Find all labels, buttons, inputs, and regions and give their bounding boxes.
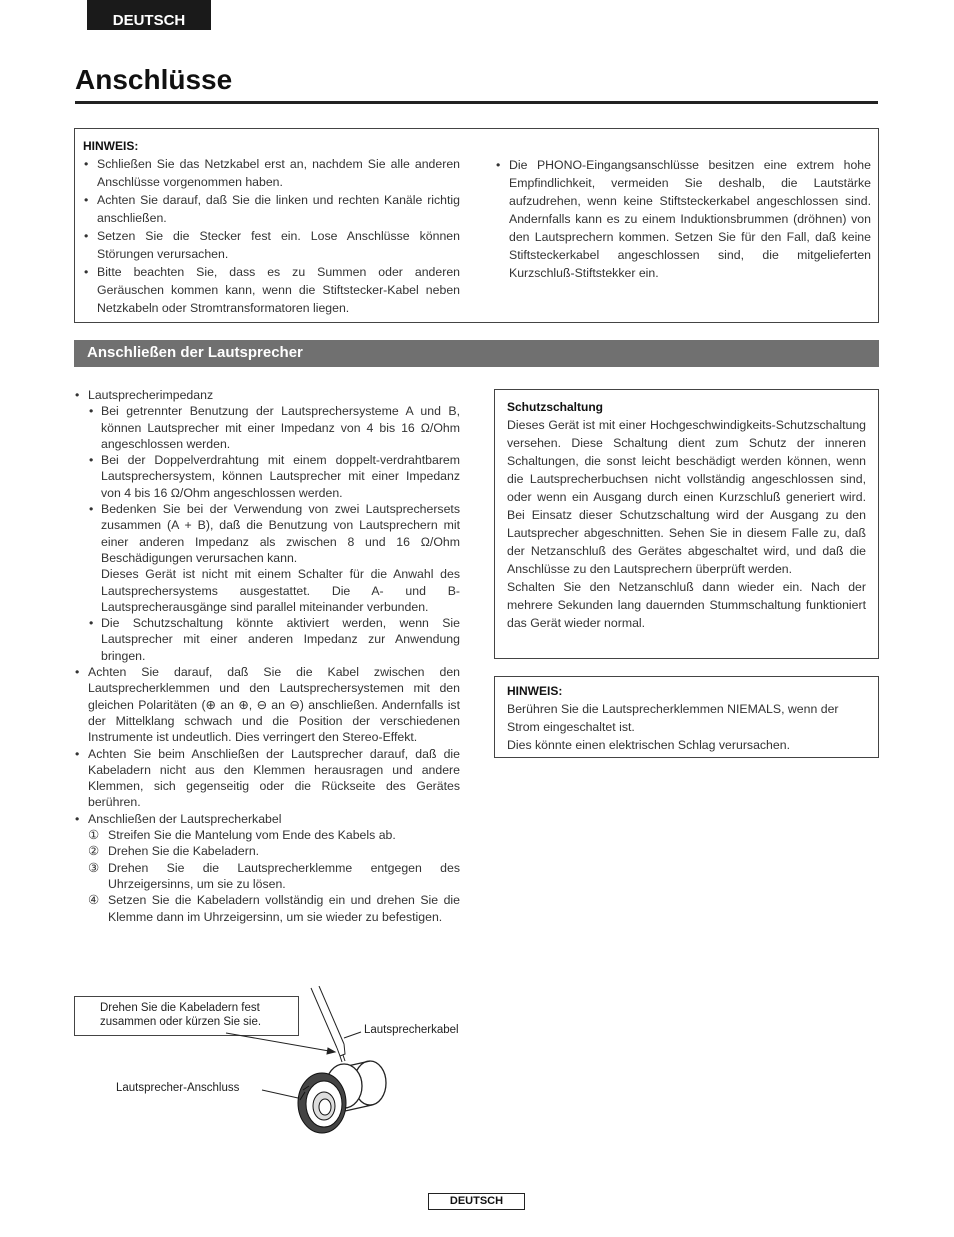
- terminal-leader: [262, 1090, 298, 1098]
- arrow-icon: [327, 1048, 335, 1054]
- language-label: DEUTSCH: [112, 12, 186, 29]
- list-item: • Bitte beachten Sie, dass es zu Summen oder anderen Geräuschen kommen kann, wenn die Stiftstecker-Kabel neben Netzkabeln oder Stromtransformatoren liegen.: [83, 263, 460, 317]
- figure-callout: Drehen Sie die Kabeladern fest zusammen oder kürzen Sie sie.: [74, 996, 299, 1036]
- speaker-instructions: [74, 387, 460, 925]
- impedance-heading: Lautsprecherimpedanz: [88, 388, 214, 402]
- list-item: • Die Schutzschaltung könnte aktiviert werden, wenn Sie Lautsprecher mit einer anderen Impedanz zur Anwendung bringen.: [88, 615, 460, 664]
- language-tab: [87, 0, 211, 30]
- section-heading: Anschließen der Lautsprecher: [74, 340, 879, 367]
- list-item: • Die PHONO-Eingangsanschlüsse besitzen eine extrem hohe Empfindlichkeit, vermeiden Sie deshalb, die Lautstärke aufzudrehen, wenn keine Stiftsteckerkabel angeschlossen sind. Andernfalls kann es zu einem Induktionsbrummen (dröhnen) von den Lautsprechern kommen. Setzen Sie für den Fall, daß keine Stiftsteckerkabel angeschlossen sind, die mitgelieferten Kurzschluß-Stiftstekker ein.: [495, 156, 871, 282]
- note-list-left: [83, 155, 460, 317]
- step-item: [88, 892, 460, 925]
- steps-list: [88, 827, 460, 925]
- impedance-note: Dieses Gerät ist nicht mit einem Schalter für die Anwahl des Lautsprechersystems ausgestattet. Die A- und B-Lautsprecherausgänge sind parallel miteinander verbunden.: [101, 567, 460, 614]
- step-text: Drehen Sie die Lautsprecherklemme entgegen des Uhrzeigersinns, um sie zu lösen.: [108, 860, 460, 891]
- speaker-terminal-figure: [74, 986, 494, 1166]
- note-left-column: [83, 137, 460, 317]
- warning-box: [494, 676, 879, 758]
- note-list-right: [495, 156, 871, 282]
- warning-line: Dies könnte einen elektrischen Schlag verursachen.: [507, 738, 790, 752]
- impedance-warning: Bedenken Sie bei der Verwendung von zwei Lautsprechersets zusammen (A + B), daß die Benutzung von Lautsprechern mit einer anderen Impedanz als zwischen 8 und 16 Ω/Ohm Beschädigungen verursachen kann.: [101, 502, 460, 565]
- protection-text: Dieses Gerät ist mit einer Hochgeschwindigkeits-Schutzschaltung versehen. Diese Schaltung dient zum Schutz der inneren Schaltungen, die sonst leicht beschädigt werden können, wenn die Lautsprecherbuchsen nicht vollständig angeschlossen sind, oder wenn ein Ausgang durch einen Kurzschluß generiert wird. Bei Einsatz dieser Schutzschaltung wird der Ausgang zu den Lautsprecher abgeschnitten. Sehen Sie in diesem Falle zu, daß der Netzanschluß des Gerätes abgeschaltet wird, und daß die Anschlüsse zu den Lautsprechern überprüft werden.: [507, 418, 866, 576]
- list-item: • Schließen Sie das Netzkabel erst an, nachdem Sie alle anderen Anschlüsse vorgenommen haben.: [83, 155, 460, 191]
- step-text: Setzen Sie die Kabeladern vollständig ein und drehen Sie die Klemme dann im Uhrzeigersinn, um sie wieder zu befestigen.: [108, 893, 460, 924]
- note-heading: HINWEIS:: [83, 139, 139, 153]
- footer-language-tab: DEUTSCH: [428, 1193, 525, 1210]
- list-item: [74, 387, 460, 664]
- step-item: [88, 843, 460, 859]
- step-number: ③: [88, 860, 100, 875]
- step-item: [88, 860, 460, 893]
- terminal-illustration: [74, 986, 494, 1166]
- warning-line: Berühren Sie die Lautsprecherklemmen NIEMALS, wenn der Strom eingeschaltet ist.: [507, 702, 839, 734]
- speaker-terminal-icon: [298, 1061, 386, 1133]
- steps-heading: Anschließen der Lautsprecherkabel: [88, 811, 282, 826]
- step-number: ①: [88, 828, 100, 843]
- note-box-general: [74, 128, 879, 323]
- list-item: • Achten Sie beim Anschließen der Lautsprecher darauf, daß die Kabeladern nicht aus den Klemmen herausragen und andere Klemmen, sich gegenseitig oder die Rückseite des Gerätes berühren.: [74, 746, 460, 811]
- step-number: ②: [88, 844, 100, 859]
- list-item: • Setzen Sie die Stecker fest ein. Lose Anschlüsse können Störungen verursachen.: [83, 227, 460, 263]
- protection-heading: Schutzschaltung: [507, 400, 604, 414]
- impedance-list: [88, 403, 460, 664]
- title-rule: [75, 101, 878, 104]
- list-item: [88, 501, 460, 615]
- step-item: [88, 827, 460, 843]
- step-text: Streifen Sie die Mantelung vom Ende des Kabels ab.: [108, 828, 396, 843]
- cable-leader: [344, 1032, 361, 1038]
- list-item: [74, 811, 460, 925]
- warning-heading: HINWEIS:: [507, 684, 563, 698]
- step-number: ④: [88, 893, 100, 908]
- cable-label: Lautsprecherkabel: [364, 1024, 459, 1036]
- page-title: Anschlüsse: [75, 64, 233, 95]
- list-item: • Achten Sie darauf, daß Sie die linken und rechten Kanäle richtig anschließen.: [83, 191, 460, 227]
- protection-text-2: Schalten Sie den Netzanschluß dann wieder ein. Nach der mehrere Sekunden lang dauernden Stummschaltung funktioniert das Gerät wieder normal.: [507, 580, 866, 630]
- list-item: • Bei getrennter Benutzung der Lautsprechersysteme A und B, können Lautsprecher mit einer Impedanz von 4 bis 16 Ω/Ohm angeschlossen werden.: [88, 403, 460, 452]
- terminal-label: Lautsprecher-Anschluss: [116, 1082, 240, 1094]
- protection-box: [494, 389, 879, 659]
- callout-leader: [226, 1033, 329, 1051]
- list-item: • Bei der Doppelverdrahtung mit einem doppelt-verdrahtbarem Lautsprechersystem, können Lautsprecher mit einer Impedanz von 4 bis 16 Ω/Ohm angeschlossen werden.: [88, 452, 460, 501]
- note-right-column: [495, 156, 871, 282]
- list-item: • Achten Sie darauf, daß Sie die Kabel zwischen den Lautsprecherklemmen und den Lautsprechersystemen mit den gleichen Polaritäten (⊕ an ⊕, ⊖ an ⊖) anschließen. Andernfalls ist der Mittelklang schwach und die Position der verschiedenen Instrumente ist undeutlich. Dies verringert den Stereo-Effekt.: [74, 664, 460, 745]
- step-text: Drehen Sie die Kabeladern.: [108, 844, 260, 859]
